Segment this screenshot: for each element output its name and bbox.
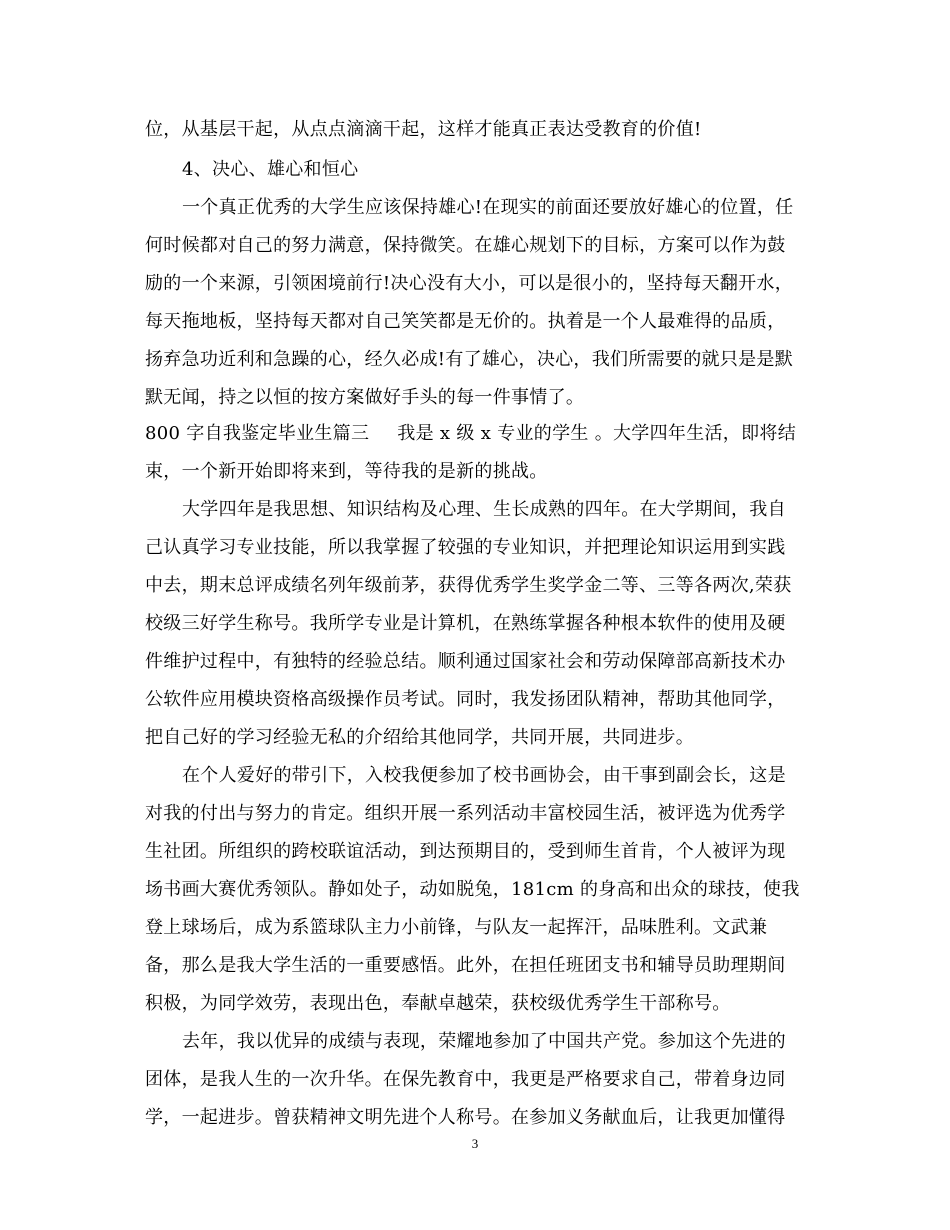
text-line: 学，一起进步。曾获精神文明先进个人称号。在参加义务献血后，让我更加懂得 [145, 1107, 786, 1128]
text-line: 默无闻，持之以恒的按方案做好手头的每一件事情了。 [145, 387, 585, 408]
text-line: 励的一个来源，引领困境前行!决心没有大小，可以是很小的，坚持每天翻开水， [145, 273, 794, 294]
article-title: 800 字自我鉴定毕业生篇三 [145, 423, 370, 444]
text-line: 场书画大赛优秀领队。静如处子，动如脱兔，181cm 的身高和出众的球技，使我 [145, 879, 800, 900]
text-line: 团体，是我人生的一次升华。在保先教育中，我更是严格要求自己，带着身边同 [145, 1069, 786, 1090]
text-line: 在个人爱好的带引下，入校我便参加了校书画协会，由干事到副会长，这是 [182, 765, 786, 786]
text-line: 校级三好学生称号。我所学专业是计算机，在熟练掌握各种根本软件的使用及硬 [145, 613, 786, 634]
text-line: 积极，为同学效劳，表现出色，奉献卓越荣，获校级优秀学生干部称号。 [145, 993, 731, 1014]
text-line: 去年，我以优异的成绩与表现，荣耀地参加了中国共产党。参加这个先进的 [182, 1031, 786, 1052]
text-line: 我是 x 级 x 专业的学生 。大学四年生活，即将结 [397, 423, 796, 444]
text-line: 登上球场后，成为系篮球队主力小前锋，与队友一起挥汗，品味胜利。文武兼 [145, 917, 768, 938]
text-line: 中去，期末总评成绩名列年级前茅，获得优秀学生奖学金二等、三等各两次,荣获 [145, 575, 792, 596]
text-line: 件维护过程中，有独特的经验总结。顺利通过国家社会和劳动保障部高新技术办 [145, 651, 786, 672]
text-line: 束，一个新开始即将来到，等待我的是新的挑战。 [145, 461, 548, 482]
text-line: 每天拖地板，坚持每天都对自己笑笑都是无价的。执着是一个人最难得的品质， [145, 311, 786, 332]
article-title-line [145, 422, 796, 446]
text-line: 一个真正优秀的大学生应该保持雄心!在现实的前面还要放好雄心的位置，任 [182, 197, 794, 218]
page-number: 3 [471, 1136, 479, 1151]
text-line: 公软件应用模块资格高级操作员考试。同时，我发扬团队精神，帮助其他同学， [145, 689, 786, 710]
text-line: 己认真学习专业技能，所以我掌握了较强的专业知识，并把理论知识运用到实践 [145, 537, 786, 558]
text-line: 备，那么是我大学生活的一重要感悟。此外，在担任班团支书和辅导员助理期间 [145, 955, 786, 976]
text-line: 把自己好的学习经验无私的介绍给其他同学，共同开展，共同进步。 [145, 727, 694, 748]
text-line: 生社团。所组织的跨校联谊活动，到达预期目的，受到师生首肯，个人被评为现 [145, 841, 786, 862]
section-heading: 4、决心、雄心和恒心 [182, 159, 359, 180]
text-line: 大学四年是我思想、知识结构及心理、生长成熟的四年。在大学期间，我自 [182, 499, 786, 520]
text-line: 扬弃急功近利和急躁的心，经久必成!有了雄心，决心，我们所需要的就只是是默 [145, 349, 794, 370]
text-line: 位，从基层干起，从点点滴滴干起，这样才能真正表达受教育的价值! [145, 119, 702, 140]
text-line: 对我的付出与努力的肯定。组织开展一系列活动丰富校园生活，被评选为优秀学 [145, 803, 786, 824]
text-line: 何时候都对自己的努力满意，保持微笑。在雄心规划下的目标，方案可以作为鼓 [145, 235, 786, 256]
